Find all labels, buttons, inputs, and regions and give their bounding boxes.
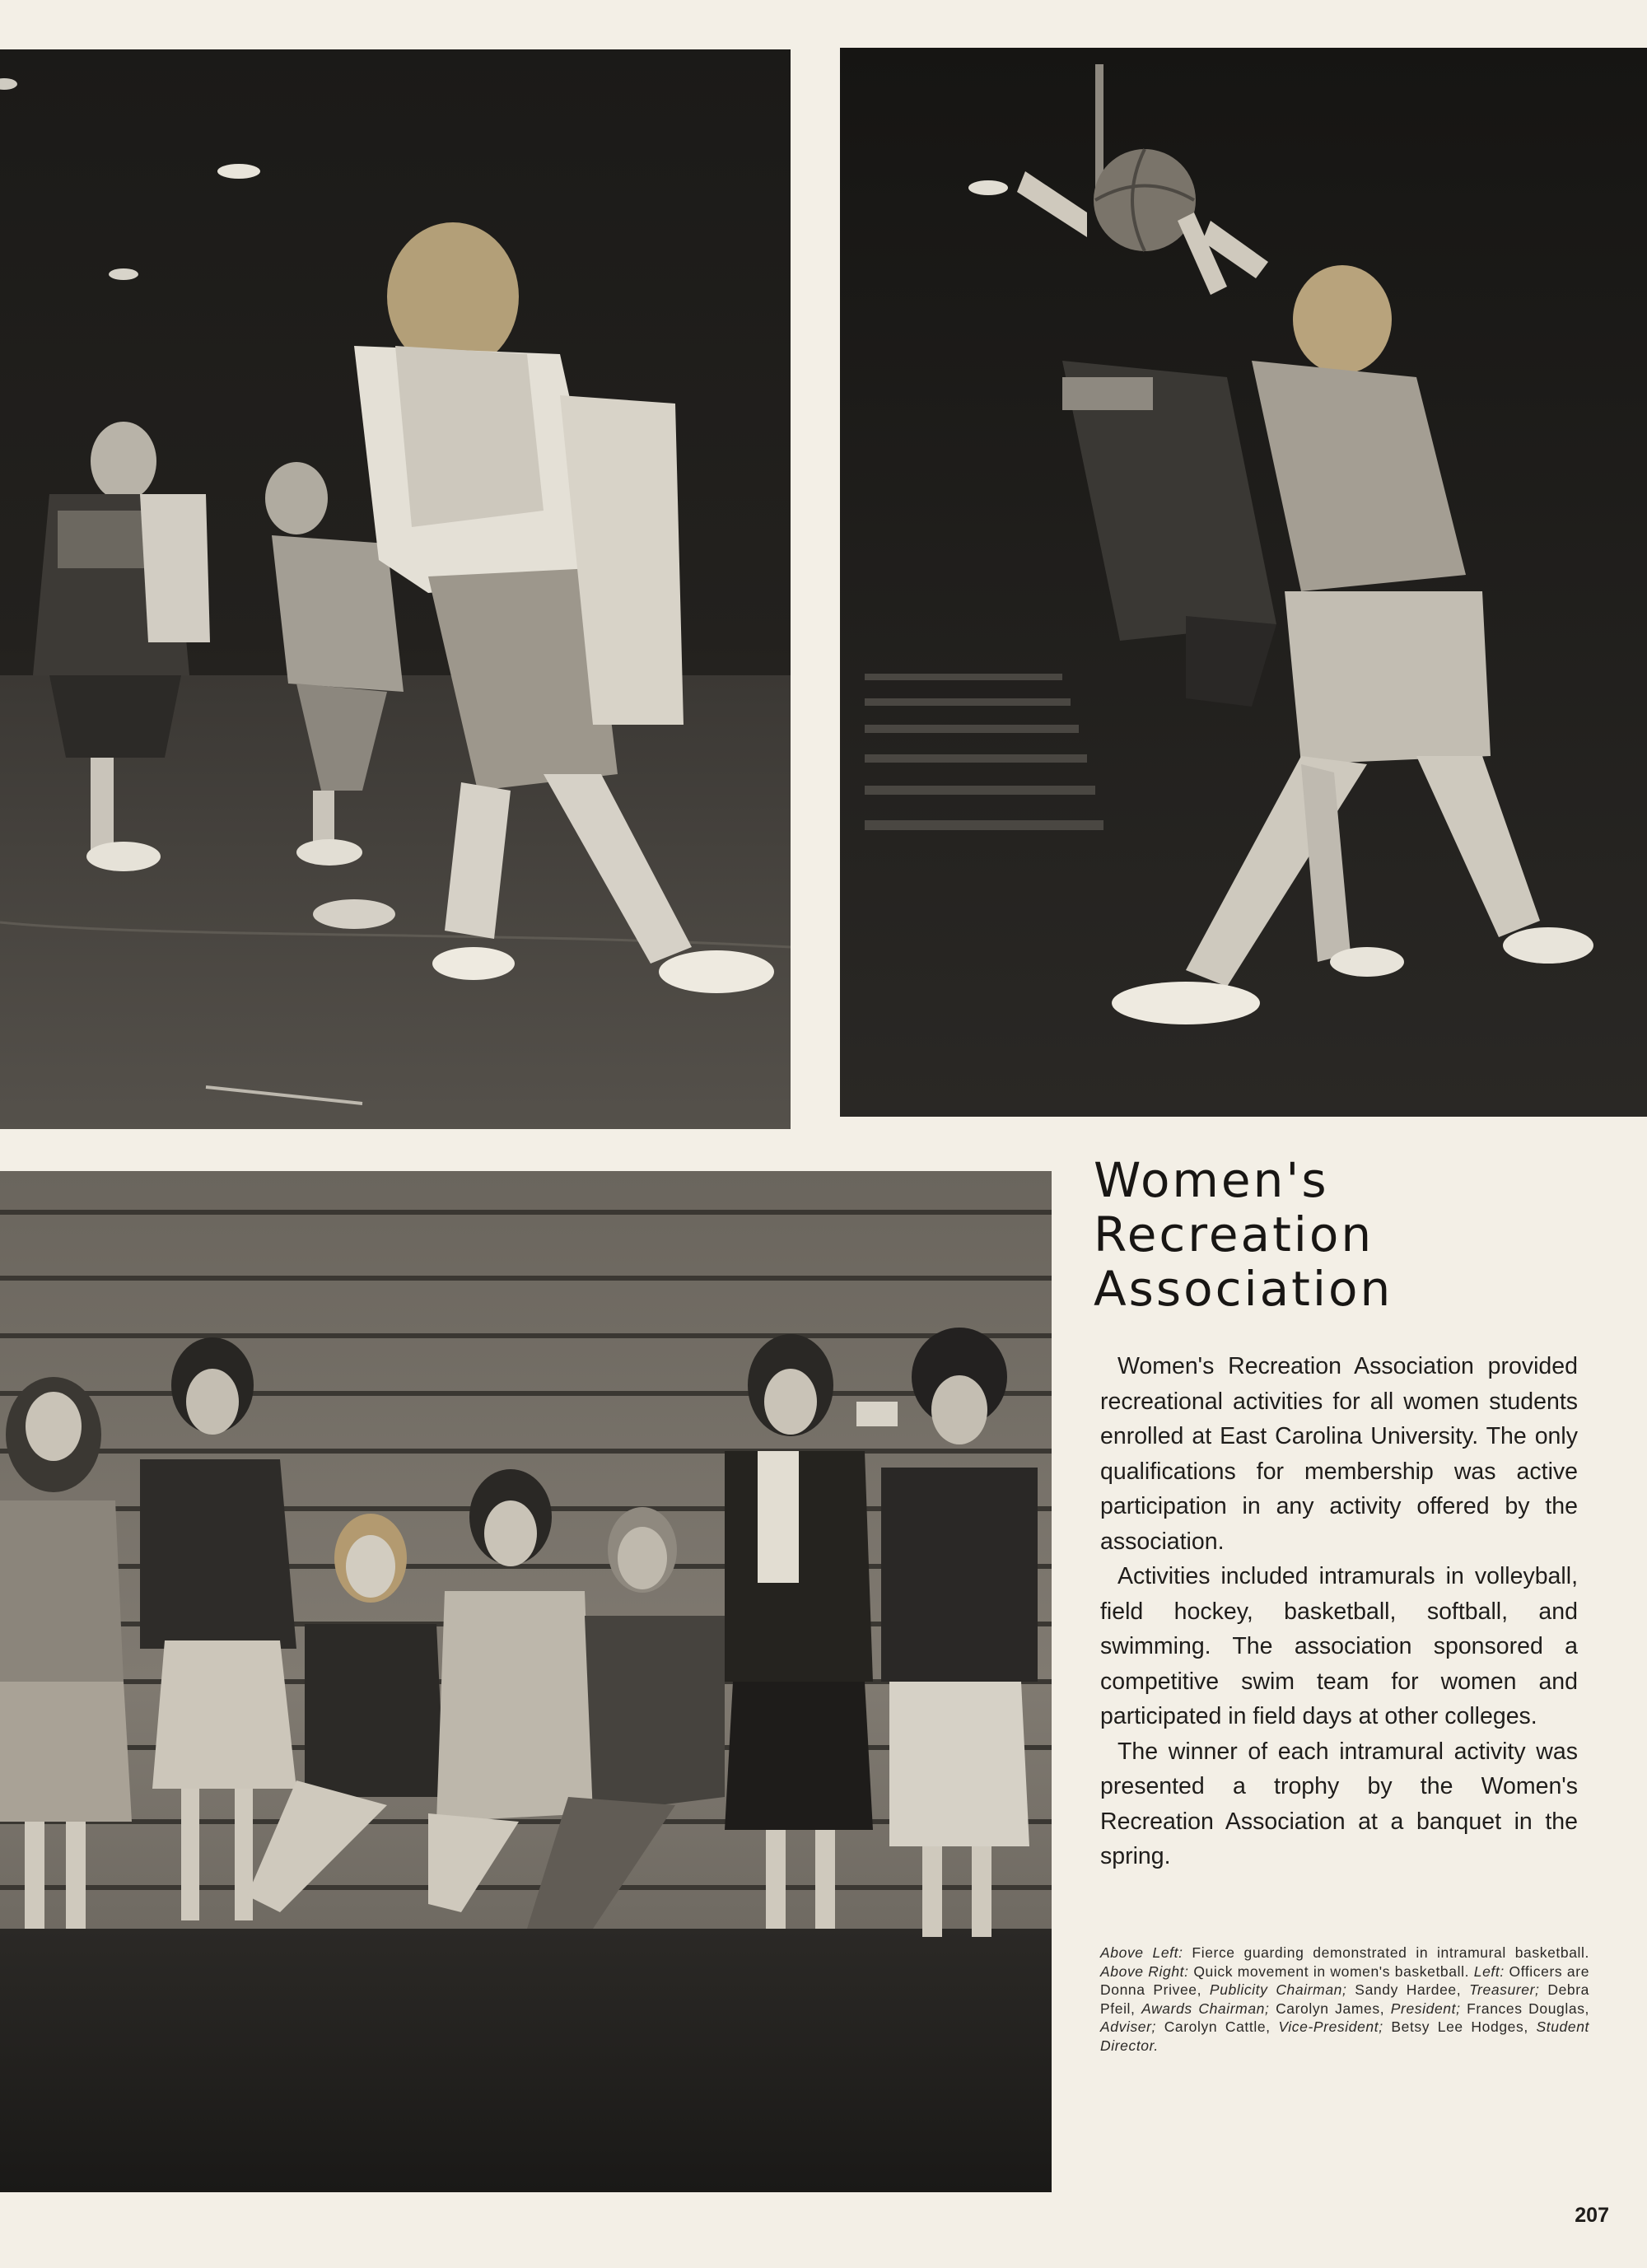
- caption-name: Sandy Hardee,: [1355, 1981, 1462, 1998]
- title-line-2: Recreation: [1094, 1206, 1374, 1262]
- caption-text-left: Officers are Donna Privee,: [1100, 1962, 1590, 1998]
- caption-name: Debra Pfeil,: [1100, 1981, 1589, 2017]
- caption-label-above-right: Above Right:: [1100, 1962, 1189, 1980]
- caption-label-above-left: Above Left:: [1100, 1944, 1183, 1961]
- photo-caption: [1100, 1944, 1589, 2055]
- caption-name: Frances Douglas,: [1467, 2000, 1590, 2017]
- caption-text-above-right: Quick movement in women's basketball.: [1193, 1962, 1470, 1980]
- caption-role: President;: [1390, 2000, 1461, 2017]
- photo-intramural-basketball-guarding: [0, 49, 791, 1129]
- title-line-3: Association: [1094, 1261, 1393, 1317]
- caption-role: Student Director.: [1100, 2018, 1590, 2054]
- photo-womens-basketball-jump: [840, 48, 1647, 1117]
- article-body: [1100, 1349, 1578, 1874]
- body-paragraph-3: The winner of each intramural activity was presented a trophy by the Women's Recreation Association at a banquet in the spring.: [1100, 1738, 1578, 1869]
- photo-wra-officers: [0, 1171, 1052, 2192]
- caption-name: Carolyn James,: [1276, 2000, 1385, 2017]
- caption-role: Publicity Chairman;: [1209, 1981, 1347, 1998]
- page-title: [1094, 1153, 1621, 1316]
- page-number: 207: [1575, 2204, 1609, 2227]
- caption-role: Awards Chairman;: [1141, 2000, 1270, 2017]
- caption-role: Treasurer;: [1469, 1981, 1540, 1998]
- title-line-1: Women's: [1094, 1152, 1329, 1208]
- body-paragraph-1: Women's Recreation Association provided recreational activities for all women students enrolled at East Carolina University. The only qualifications for membership was active participation in any activity offered by the association.: [1100, 1353, 1578, 1555]
- caption-role: Vice-President;: [1278, 2018, 1383, 2035]
- body-paragraph-2: Activities included intramurals in volleyball, field hockey, basketball, softball, and swimming. The association sponsored a competitive swim team for women and participated in field days at other colleges.: [1100, 1563, 1578, 1729]
- caption-role: Adviser;: [1100, 2018, 1157, 2035]
- caption-name: Carolyn Cattle,: [1164, 2018, 1271, 2035]
- caption-label-left: Left:: [1473, 1962, 1505, 1980]
- caption-text-above-left: Fierce guarding demonstrated in intramural basketball.: [1192, 1944, 1589, 1961]
- caption-name: Betsy Lee Hodges,: [1391, 2018, 1528, 2035]
